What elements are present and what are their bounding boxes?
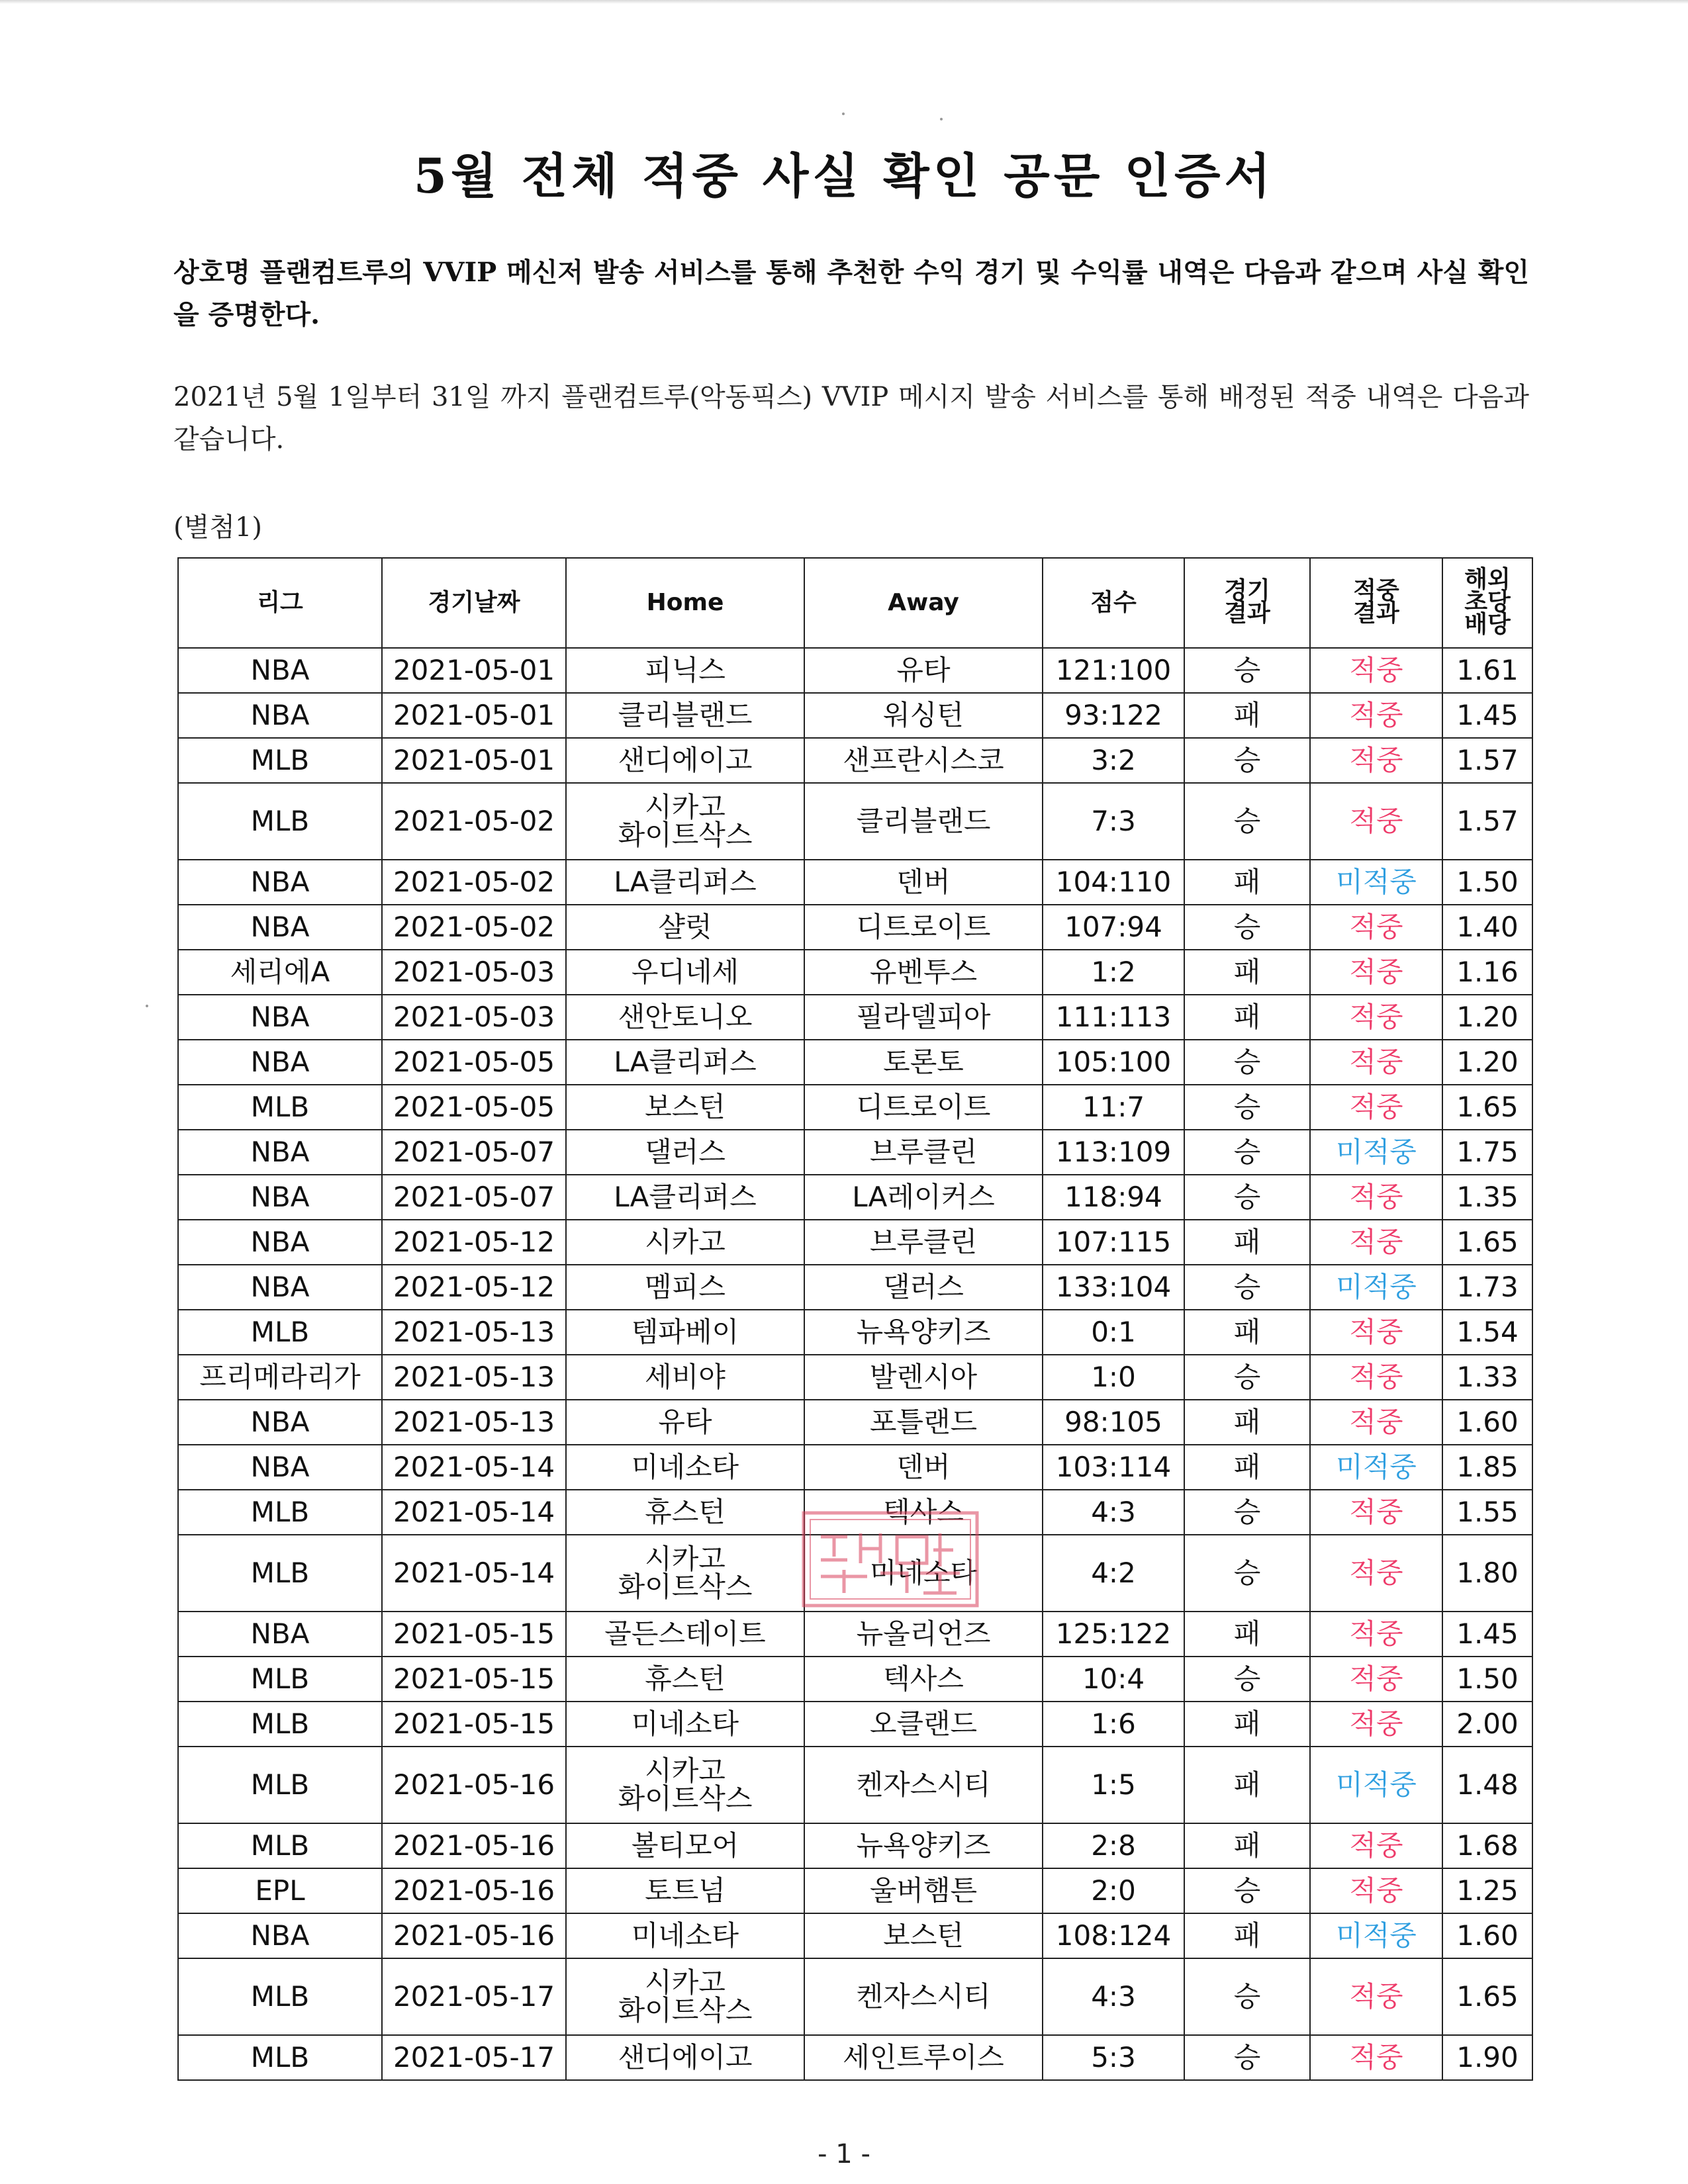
cell-outcome: 승 — [1184, 1130, 1310, 1175]
cell-away: 켄자스시티 — [804, 1747, 1043, 1823]
cell-date: 2021-05-17 — [382, 2035, 566, 2080]
cell-date: 2021-05-07 — [382, 1130, 566, 1175]
cell-league: NBA — [178, 1265, 382, 1310]
cell-date: 2021-05-14 — [382, 1490, 566, 1535]
cell-home: 토트넘 — [566, 1868, 804, 1913]
cell-odds: 1.20 — [1442, 995, 1532, 1040]
header-outcome: 경기 결과 — [1184, 558, 1310, 648]
cell-odds: 1.55 — [1442, 1490, 1532, 1535]
cell-score: 1:2 — [1043, 950, 1184, 995]
cell-score: 0:1 — [1043, 1310, 1184, 1355]
cell-home: 템파베이 — [566, 1310, 804, 1355]
cell-result: 적중 — [1310, 1220, 1442, 1265]
cell-away: 포틀랜드 — [804, 1400, 1043, 1445]
cell-league: MLB — [178, 1958, 382, 2035]
cell-outcome: 패 — [1184, 1310, 1310, 1355]
cell-result: 적중 — [1310, 1868, 1442, 1913]
cell-score: 133:104 — [1043, 1265, 1184, 1310]
cell-result: 적중 — [1310, 693, 1442, 738]
cell-away: 뉴욕양키즈 — [804, 1823, 1043, 1868]
cell-score: 1:5 — [1043, 1747, 1184, 1823]
cell-result: 적중 — [1310, 995, 1442, 1040]
cell-league: EPL — [178, 1868, 382, 1913]
table-row — [178, 905, 1532, 950]
cell-outcome: 승 — [1184, 1355, 1310, 1400]
cell-score: 4:3 — [1043, 1490, 1184, 1535]
cell-result: 적중 — [1310, 1355, 1442, 1400]
cell-away: 댈러스 — [804, 1265, 1043, 1310]
cell-date: 2021-05-02 — [382, 905, 566, 950]
cell-date: 2021-05-15 — [382, 1657, 566, 1702]
table-row — [178, 950, 1532, 995]
cell-home: 샬럿 — [566, 905, 804, 950]
cell-result: 적중 — [1310, 1958, 1442, 2035]
cell-odds: 1.45 — [1442, 693, 1532, 738]
table-body — [178, 648, 1532, 2080]
cell-home: 샌디에이고 — [566, 738, 804, 783]
cell-odds: 1.65 — [1442, 1958, 1532, 2035]
cell-score: 125:122 — [1043, 1612, 1184, 1657]
cell-home: 샌안토니오 — [566, 995, 804, 1040]
cell-outcome: 패 — [1184, 1612, 1310, 1657]
cell-odds: 1.73 — [1442, 1265, 1532, 1310]
cell-away: 워싱턴 — [804, 693, 1043, 738]
cell-result: 미적중 — [1310, 1913, 1442, 1958]
cell-outcome: 패 — [1184, 995, 1310, 1040]
cell-away: 뉴욕양키즈 — [804, 1310, 1043, 1355]
cell-league: MLB — [178, 1657, 382, 1702]
cell-result: 적중 — [1310, 1612, 1442, 1657]
cell-league: MLB — [178, 2035, 382, 2080]
cell-result: 미적중 — [1310, 1747, 1442, 1823]
cell-league: NBA — [178, 905, 382, 950]
cell-odds: 1.50 — [1442, 860, 1532, 905]
cell-date: 2021-05-16 — [382, 1823, 566, 1868]
table-row — [178, 860, 1532, 905]
cell-result: 적중 — [1310, 1085, 1442, 1130]
cell-score: 104:110 — [1043, 860, 1184, 905]
cell-league: NBA — [178, 1913, 382, 1958]
cell-result: 적중 — [1310, 648, 1442, 693]
cell-outcome: 승 — [1184, 1040, 1310, 1085]
cell-outcome: 승 — [1184, 648, 1310, 693]
cell-result: 적중 — [1310, 1400, 1442, 1445]
cell-score: 4:2 — [1043, 1535, 1184, 1612]
cell-outcome: 승 — [1184, 1535, 1310, 1612]
cell-league: MLB — [178, 1490, 382, 1535]
cell-result: 미적중 — [1310, 1445, 1442, 1490]
cell-outcome: 승 — [1184, 1085, 1310, 1130]
cell-result: 미적중 — [1310, 1130, 1442, 1175]
cell-outcome: 승 — [1184, 1868, 1310, 1913]
cell-odds: 1.75 — [1442, 1130, 1532, 1175]
cell-odds: 1.80 — [1442, 1535, 1532, 1612]
cell-result: 적중 — [1310, 1535, 1442, 1612]
attachment-label: (별첨1) — [173, 512, 262, 543]
cell-score: 93:122 — [1043, 693, 1184, 738]
cell-league: NBA — [178, 1040, 382, 1085]
cell-home: 시카고 화이트삭스 — [566, 1747, 804, 1823]
cell-score: 5:3 — [1043, 2035, 1184, 2080]
header-date: 경기날짜 — [382, 558, 566, 648]
cell-away: 덴버 — [804, 1445, 1043, 1490]
cell-score: 1:6 — [1043, 1702, 1184, 1747]
cell-away: 유타 — [804, 648, 1043, 693]
cell-score: 11:7 — [1043, 1085, 1184, 1130]
cell-date: 2021-05-13 — [382, 1355, 566, 1400]
cell-result: 적중 — [1310, 1490, 1442, 1535]
table-row — [178, 1040, 1532, 1085]
cell-result: 적중 — [1310, 1657, 1442, 1702]
cell-away: 오클랜드 — [804, 1702, 1043, 1747]
cell-away: 필라델피아 — [804, 995, 1043, 1040]
cell-away: 텍사스 — [804, 1490, 1043, 1535]
cell-score: 107:115 — [1043, 1220, 1184, 1265]
scan-speck — [146, 1005, 148, 1007]
cell-date: 2021-05-13 — [382, 1400, 566, 1445]
cell-away: LA레이커스 — [804, 1175, 1043, 1220]
table-row — [178, 1747, 1532, 1823]
cell-outcome: 패 — [1184, 1747, 1310, 1823]
cell-result: 적중 — [1310, 783, 1442, 860]
cell-date: 2021-05-01 — [382, 648, 566, 693]
cell-outcome: 승 — [1184, 905, 1310, 950]
cell-date: 2021-05-12 — [382, 1220, 566, 1265]
table-row — [178, 1445, 1532, 1490]
cell-odds: 1.35 — [1442, 1175, 1532, 1220]
cell-home: 볼티모어 — [566, 1823, 804, 1868]
cell-outcome: 승 — [1184, 1265, 1310, 1310]
cell-date: 2021-05-15 — [382, 1702, 566, 1747]
cell-home: 샌디에이고 — [566, 2035, 804, 2080]
cell-odds: 1.61 — [1442, 648, 1532, 693]
cell-odds: 1.40 — [1442, 905, 1532, 950]
header-score: 점수 — [1043, 558, 1184, 648]
cell-result: 적중 — [1310, 1040, 1442, 1085]
cell-away: 토론토 — [804, 1040, 1043, 1085]
cell-odds: 1.45 — [1442, 1612, 1532, 1657]
cell-league: MLB — [178, 1823, 382, 1868]
cell-home: 유타 — [566, 1400, 804, 1445]
table-row — [178, 648, 1532, 693]
cell-outcome: 승 — [1184, 1175, 1310, 1220]
cell-score: 1:0 — [1043, 1355, 1184, 1400]
cell-date: 2021-05-03 — [382, 995, 566, 1040]
table-row — [178, 2035, 1532, 2080]
cell-away: 클리블랜드 — [804, 783, 1043, 860]
cell-odds: 1.33 — [1442, 1355, 1532, 1400]
cell-odds: 1.60 — [1442, 1913, 1532, 1958]
cell-outcome: 승 — [1184, 1657, 1310, 1702]
cell-league: 프리메라리가 — [178, 1355, 382, 1400]
cell-result: 적중 — [1310, 1310, 1442, 1355]
table-row — [178, 1400, 1532, 1445]
cell-league: NBA — [178, 648, 382, 693]
cell-league: NBA — [178, 693, 382, 738]
cell-date: 2021-05-03 — [382, 950, 566, 995]
cell-outcome: 패 — [1184, 1823, 1310, 1868]
cell-odds: 1.25 — [1442, 1868, 1532, 1913]
header-odds: 해외 초당 배당 — [1442, 558, 1532, 648]
cell-result: 적중 — [1310, 1823, 1442, 1868]
cell-league: MLB — [178, 1747, 382, 1823]
table-row — [178, 1823, 1532, 1868]
cell-home: 우디네세 — [566, 950, 804, 995]
cell-score: 2:8 — [1043, 1823, 1184, 1868]
cell-home: 시카고 — [566, 1220, 804, 1265]
header-league: 리그 — [178, 558, 382, 648]
document-title: 5월 전체 적중 사실 확인 공문 인증서 — [413, 148, 1275, 204]
cell-score: 4:3 — [1043, 1958, 1184, 2035]
cell-home: LA클리퍼스 — [566, 1040, 804, 1085]
cell-outcome: 승 — [1184, 738, 1310, 783]
cell-away: 샌프란시스코 — [804, 738, 1043, 783]
cell-outcome: 패 — [1184, 950, 1310, 995]
cell-outcome: 승 — [1184, 783, 1310, 860]
cell-league: MLB — [178, 1085, 382, 1130]
cell-odds: 1.57 — [1442, 738, 1532, 783]
cell-league: MLB — [178, 1310, 382, 1355]
cell-league: NBA — [178, 1612, 382, 1657]
cell-odds: 2.00 — [1442, 1702, 1532, 1747]
table-row — [178, 783, 1532, 860]
cell-odds: 1.20 — [1442, 1040, 1532, 1085]
cell-odds: 1.16 — [1442, 950, 1532, 995]
cell-date: 2021-05-02 — [382, 860, 566, 905]
cell-odds: 1.65 — [1442, 1085, 1532, 1130]
cell-score: 121:100 — [1043, 648, 1184, 693]
cell-odds: 1.60 — [1442, 1400, 1532, 1445]
cell-result: 미적중 — [1310, 860, 1442, 905]
cell-date: 2021-05-02 — [382, 783, 566, 860]
cell-date: 2021-05-14 — [382, 1445, 566, 1490]
cell-away: 디트로이트 — [804, 905, 1043, 950]
cell-outcome: 패 — [1184, 1220, 1310, 1265]
cell-league: MLB — [178, 1535, 382, 1612]
scan-speck — [842, 113, 845, 115]
header-home: Home — [566, 558, 804, 648]
cell-home: LA클리퍼스 — [566, 1175, 804, 1220]
statement-paragraph: 상호명 플랜컴트루의 VVIP 메신저 발송 서비스를 통해 추천한 수익 경기 및 수익률 내역은 다음과 같으며 사실 확인을 증명한다. — [173, 257, 1529, 330]
cell-odds: 1.57 — [1442, 783, 1532, 860]
cell-away: 켄자스시티 — [804, 1958, 1043, 2035]
cell-outcome: 패 — [1184, 1702, 1310, 1747]
cell-date: 2021-05-01 — [382, 738, 566, 783]
table-row — [178, 1130, 1532, 1175]
cell-away: 텍사스 — [804, 1657, 1043, 1702]
cell-odds: 1.48 — [1442, 1747, 1532, 1823]
cell-result: 적중 — [1310, 1175, 1442, 1220]
cell-score: 118:94 — [1043, 1175, 1184, 1220]
table-row — [178, 1175, 1532, 1220]
cell-home: 클리블랜드 — [566, 693, 804, 738]
cell-away: 디트로이트 — [804, 1085, 1043, 1130]
cell-outcome: 패 — [1184, 1445, 1310, 1490]
top-rule — [0, 0, 1688, 4]
cell-outcome: 승 — [1184, 1958, 1310, 2035]
cell-odds: 1.54 — [1442, 1310, 1532, 1355]
cell-odds: 1.50 — [1442, 1657, 1532, 1702]
page-number: - 1 - — [818, 2139, 870, 2169]
cell-home: 시카고 화이트삭스 — [566, 1535, 804, 1612]
cell-date: 2021-05-01 — [382, 693, 566, 738]
cell-league: NBA — [178, 995, 382, 1040]
table-row — [178, 1310, 1532, 1355]
cell-outcome: 패 — [1184, 693, 1310, 738]
cell-league: MLB — [178, 1702, 382, 1747]
table-row — [178, 1702, 1532, 1747]
cell-score: 2:0 — [1043, 1868, 1184, 1913]
period-paragraph: 2021년 5월 1일부터 31일 까지 플랜컴트루(악동픽스) VVIP 메시지 발송 서비스를 통해 배정된 적중 내역은 다음과 같습니다. — [173, 382, 1529, 455]
cell-score: 7:3 — [1043, 783, 1184, 860]
cell-odds: 1.90 — [1442, 2035, 1532, 2080]
cell-date: 2021-05-16 — [382, 1868, 566, 1913]
table-row — [178, 1657, 1532, 1702]
cell-home: 미네소타 — [566, 1702, 804, 1747]
cell-away: 브루클린 — [804, 1220, 1043, 1265]
cell-home: 시카고 화이트삭스 — [566, 1958, 804, 2035]
cell-home: 보스턴 — [566, 1085, 804, 1130]
cell-result: 적중 — [1310, 738, 1442, 783]
cell-outcome: 패 — [1184, 1913, 1310, 1958]
cell-score: 113:109 — [1043, 1130, 1184, 1175]
cell-result: 적중 — [1310, 2035, 1442, 2080]
cell-score: 108:124 — [1043, 1913, 1184, 1958]
cell-result: 적중 — [1310, 905, 1442, 950]
cell-result: 적중 — [1310, 950, 1442, 995]
results-table — [177, 557, 1533, 2081]
cell-result: 미적중 — [1310, 1265, 1442, 1310]
table-header-row — [178, 558, 1532, 648]
table-row — [178, 1355, 1532, 1400]
cell-home: 골든스테이트 — [566, 1612, 804, 1657]
cell-score: 107:94 — [1043, 905, 1184, 950]
cell-league: MLB — [178, 738, 382, 783]
cell-outcome: 패 — [1184, 860, 1310, 905]
cell-league: NBA — [178, 1445, 382, 1490]
table-row — [178, 1868, 1532, 1913]
cell-score: 10:4 — [1043, 1657, 1184, 1702]
cell-home: 미네소타 — [566, 1445, 804, 1490]
cell-away: 세인트루이스 — [804, 2035, 1043, 2080]
table-row — [178, 693, 1532, 738]
cell-outcome: 승 — [1184, 2035, 1310, 2080]
cell-odds: 1.85 — [1442, 1445, 1532, 1490]
cell-home: LA클리퍼스 — [566, 860, 804, 905]
cell-date: 2021-05-16 — [382, 1913, 566, 1958]
cell-date: 2021-05-05 — [382, 1085, 566, 1130]
cell-date: 2021-05-14 — [382, 1535, 566, 1612]
table-row — [178, 1535, 1532, 1612]
cell-league: 세리에A — [178, 950, 382, 995]
cell-home: 휴스턴 — [566, 1657, 804, 1702]
cell-date: 2021-05-15 — [382, 1612, 566, 1657]
cell-league: MLB — [178, 783, 382, 860]
table-row — [178, 995, 1532, 1040]
cell-result: 적중 — [1310, 1702, 1442, 1747]
cell-league: NBA — [178, 1175, 382, 1220]
cell-league: NBA — [178, 1220, 382, 1265]
cell-league: NBA — [178, 1400, 382, 1445]
cell-date: 2021-05-13 — [382, 1310, 566, 1355]
table-row — [178, 738, 1532, 783]
cell-away: 보스턴 — [804, 1913, 1043, 1958]
table-row — [178, 1913, 1532, 1958]
cell-odds: 1.65 — [1442, 1220, 1532, 1265]
cell-home: 미네소타 — [566, 1913, 804, 1958]
cell-home: 댈러스 — [566, 1130, 804, 1175]
table-row — [178, 1490, 1532, 1535]
cell-away: 유벤투스 — [804, 950, 1043, 995]
cell-home: 피닉스 — [566, 648, 804, 693]
cell-date: 2021-05-12 — [382, 1265, 566, 1310]
table-row — [178, 1085, 1532, 1130]
table-row — [178, 1220, 1532, 1265]
cell-odds: 1.68 — [1442, 1823, 1532, 1868]
cell-outcome: 승 — [1184, 1490, 1310, 1535]
table-row — [178, 1265, 1532, 1310]
cell-away: 브루클린 — [804, 1130, 1043, 1175]
cell-outcome: 패 — [1184, 1400, 1310, 1445]
cell-away: 미네소타 — [804, 1535, 1043, 1612]
cell-home: 세비야 — [566, 1355, 804, 1400]
cell-score: 98:105 — [1043, 1400, 1184, 1445]
cell-date: 2021-05-16 — [382, 1747, 566, 1823]
cell-away: 울버햄튼 — [804, 1868, 1043, 1913]
cell-away: 뉴올리언즈 — [804, 1612, 1043, 1657]
header-away: Away — [804, 558, 1043, 648]
cell-score: 103:114 — [1043, 1445, 1184, 1490]
table-row — [178, 1958, 1532, 2035]
scan-speck — [940, 118, 943, 120]
header-result: 적중 결과 — [1310, 558, 1442, 648]
cell-home: 멤피스 — [566, 1265, 804, 1310]
cell-away: 덴버 — [804, 860, 1043, 905]
cell-score: 105:100 — [1043, 1040, 1184, 1085]
cell-home: 시카고 화이트삭스 — [566, 783, 804, 860]
cell-league: NBA — [178, 860, 382, 905]
cell-score: 111:113 — [1043, 995, 1184, 1040]
cell-date: 2021-05-07 — [382, 1175, 566, 1220]
cell-score: 3:2 — [1043, 738, 1184, 783]
cell-league: NBA — [178, 1130, 382, 1175]
cell-home: 휴스턴 — [566, 1490, 804, 1535]
cell-date: 2021-05-17 — [382, 1958, 566, 2035]
cell-date: 2021-05-05 — [382, 1040, 566, 1085]
table-row — [178, 1612, 1532, 1657]
cell-away: 발렌시아 — [804, 1355, 1043, 1400]
